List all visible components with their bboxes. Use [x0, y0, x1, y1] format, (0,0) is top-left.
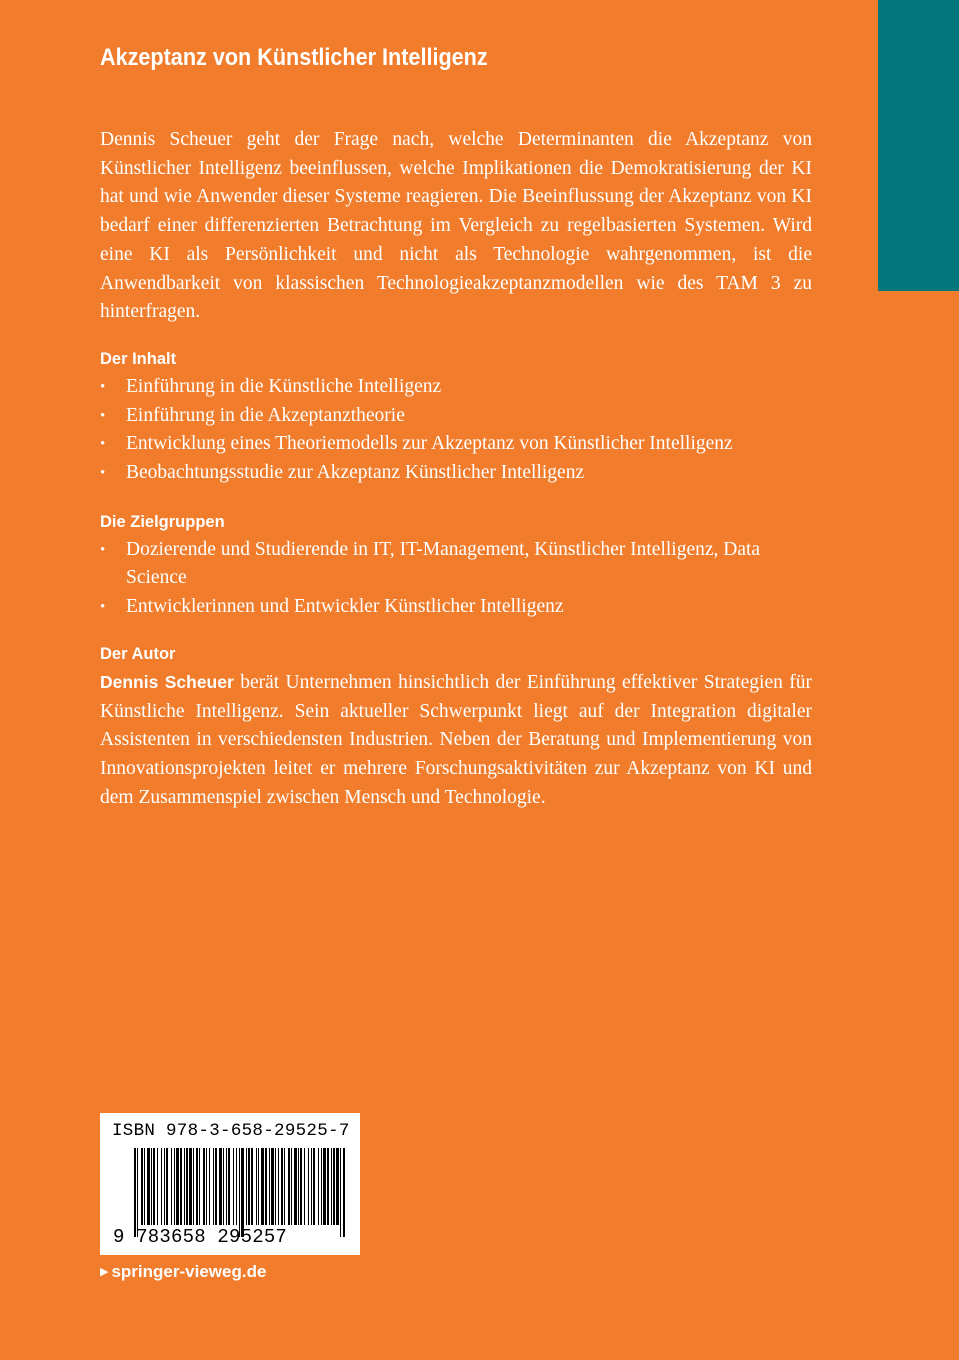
website-text: springer-vieweg.de: [111, 1262, 267, 1281]
list-item: • Einführung in die Künstliche Intelligenz: [100, 373, 812, 402]
publisher-website: [100, 1262, 266, 1282]
barcode-bar: [180, 1148, 182, 1225]
barcode-bar: [157, 1148, 158, 1225]
barcode-bar: [313, 1148, 315, 1225]
barcode-bar: [193, 1148, 194, 1225]
back-cover-text: [100, 126, 812, 812]
barcode-bar: [219, 1148, 222, 1225]
barcode-bar: [327, 1148, 329, 1225]
barcode-bar: [203, 1148, 205, 1225]
barcode-bar: [269, 1148, 270, 1225]
barcode-bar: [331, 1148, 332, 1225]
list-item: • Beobachtungsstudie zur Akzeptanz Künstlicher Intelligenz: [100, 459, 812, 488]
barcode-bar: [215, 1148, 217, 1225]
barcode-bar: [226, 1148, 227, 1225]
barcode-bar: [333, 1148, 335, 1225]
arrow-right-icon: ▶: [100, 1266, 109, 1278]
barcode-bar: [271, 1148, 274, 1225]
barcode-bar: [174, 1148, 175, 1225]
barcode-bar: [308, 1148, 309, 1225]
barcode-bar: [321, 1148, 322, 1225]
barcode-bar: [248, 1148, 250, 1225]
list-item: • Dozierende und Studierende in IT, IT-Management, Künstlicher Intelligenz, Data Science: [100, 536, 812, 593]
barcode-bar: [171, 1148, 172, 1225]
barcode-bar: [336, 1148, 339, 1225]
barcode-bar: [284, 1148, 285, 1225]
barcode-bar: [141, 1148, 143, 1225]
barcode-digits: 9 783658 295257: [113, 1226, 288, 1248]
list-item: • Einführung in die Akzeptanztheorie: [100, 402, 812, 431]
barcode-bar: [311, 1148, 312, 1225]
barcode-bar: [161, 1148, 162, 1225]
author-bio: [100, 668, 812, 813]
author-bio-text: berät Unternehmen hinsichtlich der Einführung effektiver Strategien für Künstliche Intelligenz. Sein aktueller Schwerpunkt liegt auf der Integration digitaler Assistenten in verschiedensten Industrien. Neben der Beratung und Implementierung von Innovationsprojekten leitet er mehrere Forschungsaktivitäten zur Akzeptanz von KI und dem Zusammenspiel zwischen Mensch und Technologie.: [100, 671, 812, 808]
barcode-bar: [233, 1148, 234, 1225]
barcode-bar: [251, 1148, 253, 1225]
isbn-barcode: [100, 1113, 360, 1255]
barcode-bar: [164, 1148, 165, 1225]
barcode-bar: [137, 1148, 138, 1237]
intro-paragraph: Dennis Scheuer geht der Frage nach, welche Determinanten die Akzeptanz von Künstlicher Intelligenz beeinflussen, welche Implikationen die Demokratisierung der KI hat und wie Anwender dieser Systeme reagieren. Die Beeinflussung der Akzeptanz von KI bedarf einer differenzierten Betrachtung im Vergleich zu regelbasierten Systemen. Wird eine KI als Persönlichkeit und nicht als Technologie wahrgenommen, ist die Anwendbarkeit von klassischen Technologieakzeptanzmodellen wie des TAM 3 zu hinterfragen.: [100, 129, 812, 323]
isbn-label: ISBN 978-3-658-29525-7: [112, 1121, 350, 1141]
barcode-bar: [300, 1148, 302, 1225]
barcode-bar: [228, 1148, 230, 1225]
section-heading-autor: Der Autor: [100, 644, 176, 663]
section-heading-zielgruppen: Die Zielgruppen: [100, 512, 225, 531]
author-name: Dennis Scheuer: [100, 671, 234, 692]
barcode-bar: [176, 1148, 179, 1225]
barcode-bar: [209, 1148, 210, 1225]
barcode-bar: [298, 1148, 299, 1225]
barcode-bar: [184, 1148, 185, 1225]
teal-corner-tab: [878, 0, 959, 291]
book-title: Akzeptanz von Künstlicher Intelligenz: [100, 44, 488, 71]
barcode-bar: [153, 1148, 155, 1225]
barcode-bar: [223, 1148, 224, 1225]
barcode-bar: [186, 1148, 188, 1225]
barcode-bar: [239, 1148, 240, 1237]
barcode-bar: [196, 1148, 198, 1225]
barcode-bar: [199, 1148, 200, 1225]
barcode-bar: [236, 1148, 237, 1225]
barcode-bar: [213, 1148, 214, 1225]
barcode-bar: [261, 1148, 264, 1225]
barcode-bar: [291, 1148, 292, 1225]
barcode-bar: [166, 1148, 168, 1225]
barcode-bar: [281, 1148, 283, 1225]
barcode-bar: [304, 1148, 305, 1225]
barcode-bar: [144, 1148, 145, 1225]
barcode-bar: [258, 1148, 259, 1225]
list-item: • Entwicklung eines Theoriemodells zur Akzeptanz von Künstlicher Intelligenz: [100, 430, 812, 459]
inhalt-list: [100, 373, 812, 488]
barcode-bar: [340, 1148, 341, 1237]
barcode-bar: [343, 1148, 345, 1237]
barcode-bar: [323, 1148, 326, 1225]
barcode-bar: [134, 1148, 136, 1237]
barcode-bar: [265, 1148, 267, 1225]
barcode-bar: [278, 1148, 279, 1225]
barcode-bar: [288, 1148, 290, 1225]
barcode-bar: [206, 1148, 207, 1225]
barcode-bar: [147, 1148, 150, 1225]
barcode-bar: [275, 1148, 276, 1225]
barcode-bar: [256, 1148, 257, 1225]
barcode-bar: [294, 1148, 297, 1225]
zielgruppen-list: [100, 536, 812, 622]
barcode-bar: [318, 1148, 319, 1225]
list-item: • Entwicklerinnen und Entwickler Künstlicher Intelligenz: [100, 593, 812, 622]
barcode-bar: [246, 1148, 247, 1225]
barcode-bar: [241, 1148, 244, 1237]
barcode-bar: [189, 1148, 192, 1225]
section-heading-inhalt: Der Inhalt: [100, 349, 177, 368]
barcode-bar: [151, 1148, 152, 1225]
